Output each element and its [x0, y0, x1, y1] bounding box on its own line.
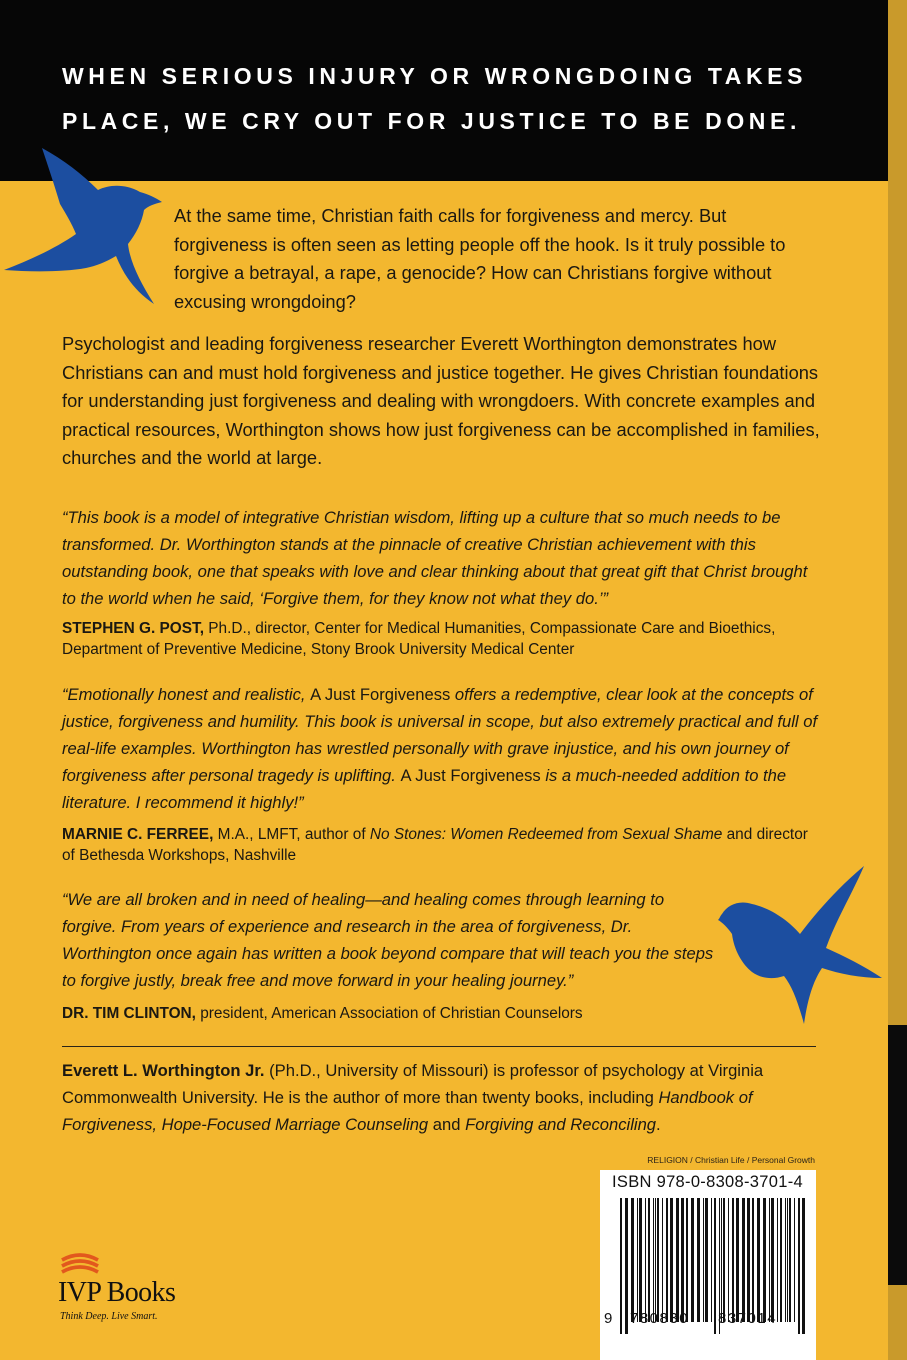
swallow-bird-icon	[2, 140, 170, 310]
book-title-ref-1: A Just Forgiveness	[310, 685, 451, 704]
barcode-digit-first: 9	[604, 1310, 613, 1327]
barcode-bar	[637, 1198, 638, 1322]
bio-text-3: .	[656, 1115, 661, 1134]
barcode-bar	[697, 1198, 700, 1322]
endorsement-quote-3: “We are all broken and in need of healing—and healing comes through learning to forgive. From years of experience and research in the area of forgiveness, Dr. Worthington once again has written a book beyond compare that will teach you the steps to forgive justly, break free and move forward in your healing journey.”	[62, 890, 714, 990]
barcode-bar	[655, 1198, 656, 1322]
barcode-bar	[645, 1198, 646, 1322]
barcode-bar	[794, 1198, 795, 1322]
barcode-bar	[686, 1198, 688, 1322]
barcode-bar	[785, 1198, 786, 1322]
endorsement-quote-1: “This book is a model of integrative Christian wisdom, lifting up a culture that so much needs to be transformed. Dr. Worthington stands at the pinnacle of creative Christian achievement with this outstanding book, one that speaks with love and clear thinking about that great gift that Christ brought to the world when he said, ‘Forgive them, for they know not what they do.’”	[62, 508, 808, 608]
barcode-bar	[769, 1198, 770, 1322]
barcode-bar	[653, 1198, 654, 1322]
endorsement-attribution-2	[62, 825, 822, 866]
endorsement-quote-2	[62, 681, 822, 816]
endorser-name-2: MARNIE C. FERREE,	[62, 826, 214, 843]
intro-paragraph: At the same time, Christian faith calls for forgiveness and mercy. But forgiveness is often seen as letting people off the hook. Is it truly possible to forgive a betrayal, a rape, a genocide? How can Christians forgive without excusing wrongdoing?	[174, 205, 786, 312]
publisher-tagline: Think Deep. Live Smart.	[60, 1311, 158, 1322]
spine-mark	[888, 1025, 907, 1285]
endorser-book: No Stones: Women Redeemed from Sexual Shame	[369, 826, 723, 843]
barcode-digits-left: 780830	[630, 1310, 690, 1327]
author-bio	[62, 1057, 822, 1138]
barcode-bar	[703, 1198, 704, 1322]
barcode-bar	[742, 1198, 745, 1322]
barcode-bar	[747, 1198, 750, 1322]
barcode-bar	[789, 1198, 791, 1322]
isbn-label: ISBN 978-0-8308-3701-4	[612, 1173, 803, 1191]
barcode-bar	[771, 1198, 774, 1322]
barcode-bar	[691, 1198, 694, 1322]
barcode-bar	[714, 1198, 716, 1334]
barcode-bar	[728, 1198, 729, 1322]
endorsement-attribution-3	[62, 1004, 822, 1025]
barcode-bar	[620, 1198, 622, 1334]
barcode-bar	[625, 1198, 628, 1334]
author-name: Everett L. Worthington Jr.	[62, 1061, 265, 1080]
header-line-2: PLACE, WE CRY OUT FOR JUSTICE TO BE DONE.	[62, 108, 801, 134]
barcode-bar	[802, 1198, 805, 1334]
barcode-bar	[657, 1198, 659, 1322]
endorser-credentials-3: president, American Association of Christian Counselors	[195, 1005, 583, 1022]
barcode-bar	[711, 1198, 712, 1322]
quote-2-part-3: is a much-needed addition to the literature. I recommend it highly!”	[62, 766, 787, 812]
barcode-bar	[757, 1198, 760, 1322]
quote-2-part-1: “Emotionally honest and realistic,	[62, 685, 311, 704]
bio-books-2: Forgiving and Reconciling	[465, 1115, 657, 1134]
barcode-bar	[752, 1198, 754, 1322]
barcode-bar	[648, 1198, 650, 1322]
barcode-bar	[777, 1198, 778, 1322]
barcode-bar	[631, 1198, 634, 1322]
barcode-bar	[670, 1198, 673, 1322]
publisher-logo	[58, 1252, 228, 1332]
endorser-credentials-1: Ph.D., director, Center for Medical Humanities, Compassionate Care and Bioethics, Department of Preventive Medicine, Stony Brook University Medical Center	[62, 620, 776, 658]
barcode-bar	[736, 1198, 739, 1322]
endorser-name-1: STEPHEN G. POST,	[62, 620, 204, 637]
endorsement-attribution-1	[62, 619, 822, 660]
barcode-bar	[798, 1198, 800, 1334]
endorser-name-3: DR. TIM CLINTON,	[62, 1005, 196, 1022]
book-title-ref-2: A Just Forgiveness	[400, 766, 541, 785]
barcode-bar	[705, 1198, 708, 1322]
barcode-bar	[723, 1198, 725, 1322]
description-paragraph: Psychologist and leading forgiveness researcher Everett Worthington demonstrates how Christians can and must hold forgiveness and justice together. He gives Christian foundations for understanding just forgiveness and dealing with wrongdoers. With concrete examples and practical resources, Worthington shows how just forgiveness can be accomplished in families, churches and the world at large.	[62, 333, 820, 468]
barcode-bar	[676, 1198, 679, 1322]
barcode-bar	[763, 1198, 766, 1322]
publisher-name: IVP Books	[58, 1277, 176, 1308]
bio-text-2: and	[428, 1115, 466, 1134]
barcode-bar	[639, 1198, 642, 1322]
bio-text-1: (Ph.D., University of Missouri) is professor of psychology at Virginia Commonwealth University. He is the author of more than twenty books, including	[62, 1061, 764, 1107]
bio-books-1: Handbook of Forgiveness, Hope-Focused Marriage Counseling	[62, 1088, 753, 1134]
barcode-digits-right: 837014	[718, 1310, 778, 1327]
header-line-1: WHEN SERIOUS INJURY OR WRONGDOING TAKES	[62, 63, 808, 89]
endorser-credentials-2b: and director of Bethesda Workshops, Nashville	[62, 826, 808, 864]
barcode-bar	[780, 1198, 782, 1322]
barcode-bar	[787, 1198, 788, 1322]
divider	[62, 1046, 816, 1047]
barcode-bar	[666, 1198, 668, 1322]
barcode-bar	[681, 1198, 684, 1322]
ivp-logo-icon	[60, 1252, 100, 1276]
barcode-bar	[662, 1198, 663, 1322]
barcode-bar	[721, 1198, 722, 1322]
category-label: RELIGION / Christian Life / Personal Growth	[647, 1155, 815, 1165]
endorser-credentials-2a: M.A., LMFT, author of	[213, 826, 370, 843]
barcode-box	[600, 1170, 816, 1360]
barcode-bar	[732, 1198, 734, 1322]
quote-2-part-2: offers a redemptive, clear look at the concepts of justice, forgiveness and humility. This book is universal in scope, but also extremely practical and full of real-life examples. Worthington has wrestled personally with grave injustice, and his own journey of forgiveness after personal tragedy is uplifting.	[62, 685, 818, 785]
